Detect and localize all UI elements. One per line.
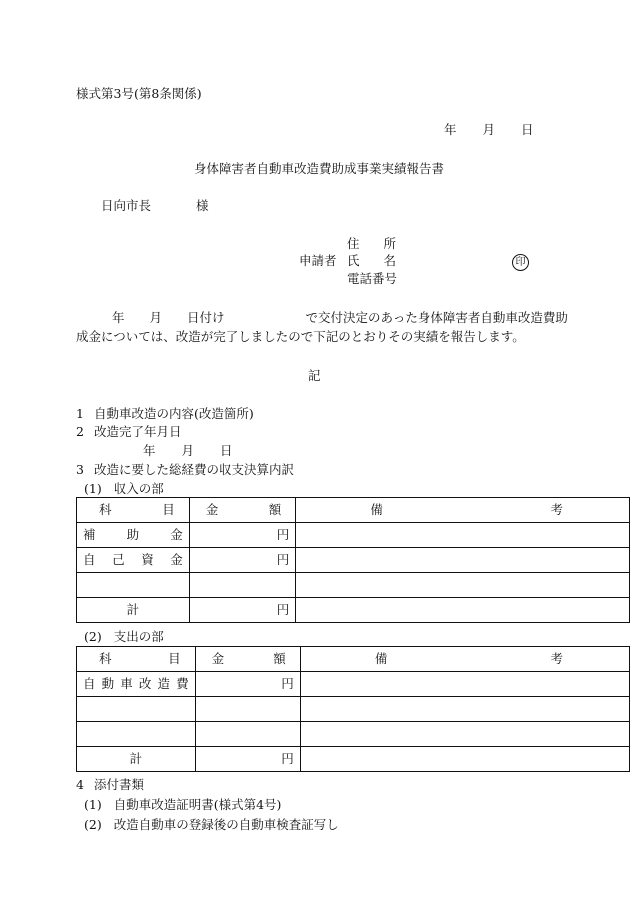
income-header-remarks: 備 考	[296, 498, 630, 523]
income-header-amount: 金 額	[189, 498, 296, 523]
expense-row-1-amount[interactable]: 円	[195, 672, 300, 697]
item-2-date	[143, 443, 233, 459]
expense-heading-num: (2)	[84, 629, 102, 644]
income-header-subject: 科 目	[77, 498, 190, 523]
item-2-num: 2	[76, 424, 84, 439]
income-row-1-remarks[interactable]	[296, 523, 630, 548]
item-1-num: 1	[76, 406, 84, 421]
item-3-text: 改造に要した総経費の収支決算内訳	[93, 462, 294, 477]
recipient-honorific: 様	[196, 198, 209, 213]
item-3-num: 3	[76, 462, 84, 477]
income-heading-text: 収入の部	[113, 481, 164, 496]
income-row-1-amount[interactable]: 円	[189, 523, 296, 548]
expense-row-2-remarks[interactable]	[300, 697, 629, 722]
item-2-year: 年	[143, 443, 156, 458]
income-row-3-amount[interactable]	[189, 573, 296, 598]
ki-heading: 記	[308, 368, 321, 383]
expense-header-remarks: 備 考	[300, 647, 629, 672]
document-title: 身体障害者自動車改造費助成事業実績報告書	[194, 161, 445, 176]
address-char-1: 住	[347, 236, 360, 251]
recipient-name: 日向市長	[101, 198, 152, 213]
income-heading	[84, 481, 164, 497]
table-row	[77, 548, 630, 573]
date-line	[444, 122, 534, 138]
income-total-row	[77, 598, 630, 623]
table-row	[77, 672, 630, 697]
attachment-1	[84, 797, 281, 813]
name-char-2: 名	[383, 253, 397, 268]
income-row-3-remarks[interactable]	[296, 573, 630, 598]
expense-total-row	[77, 747, 630, 772]
expense-row-3-amount[interactable]	[195, 722, 300, 747]
seal-icon: 印	[512, 253, 529, 271]
body-dated: 日付け	[187, 310, 225, 325]
item-2-month: 月	[181, 443, 195, 458]
expense-header-subject: 科 目	[77, 647, 196, 672]
date-month: 月	[482, 122, 496, 137]
table-row	[77, 697, 630, 722]
income-table	[76, 497, 630, 623]
attachment-2-num: (2)	[84, 817, 102, 832]
expense-header-row	[77, 647, 630, 672]
applicant-phone-label: 電話番号	[347, 271, 398, 286]
expense-row-3-remarks[interactable]	[300, 722, 629, 747]
expense-row-3-subject[interactable]	[77, 722, 196, 747]
income-heading-num: (1)	[84, 481, 102, 496]
expense-table	[76, 646, 630, 772]
attachment-2-text: 改造自動車の登録後の自動車検査証写し	[113, 817, 339, 832]
date-year: 年	[444, 122, 457, 137]
expense-row-2-subject[interactable]	[77, 697, 196, 722]
body-year: 年	[112, 310, 125, 325]
expense-heading-text: 支出の部	[113, 629, 164, 644]
body-line-2: 成金については、改造が完了しましたので下記のとおりその実績を報告します。	[76, 329, 525, 344]
attachment-1-text: 自動車改造証明書(様式第4号)	[113, 797, 282, 812]
item-4-num: 4	[76, 777, 84, 792]
body-line-1	[76, 310, 568, 326]
item-2-day: 日	[220, 443, 233, 458]
income-total-label: 計	[77, 598, 190, 623]
expense-row-1-subject: 自 動 車 改 造 費	[77, 672, 196, 697]
applicant-name-label	[347, 253, 396, 269]
item-2	[76, 424, 181, 440]
income-header-row	[77, 498, 630, 523]
item-4	[76, 777, 144, 793]
expense-header-amount: 金 額	[195, 647, 300, 672]
body-month: 月	[149, 310, 163, 325]
item-3	[76, 462, 294, 478]
applicant-address-label	[347, 236, 396, 252]
table-row	[77, 523, 630, 548]
income-row-2-remarks[interactable]	[296, 548, 630, 573]
attachment-1-num: (1)	[84, 797, 102, 812]
income-total-remarks[interactable]	[296, 598, 630, 623]
expense-total-remarks[interactable]	[300, 747, 629, 772]
expense-total-amount[interactable]: 円	[195, 747, 300, 772]
attachment-2	[84, 817, 339, 833]
applicant-label: 申請者	[299, 253, 337, 268]
income-total-amount[interactable]: 円	[189, 598, 296, 623]
item-2-text: 改造完了年月日	[93, 424, 182, 439]
date-day: 日	[521, 122, 534, 137]
form-number: 様式第3号(第8条関係)	[76, 86, 202, 101]
address-char-2: 所	[383, 236, 397, 251]
income-row-1-subject: 補 助 金	[77, 523, 190, 548]
name-char-1: 氏	[347, 253, 360, 268]
income-row-2-amount[interactable]: 円	[189, 548, 296, 573]
item-4-text: 添付書類	[93, 777, 144, 792]
expense-row-1-remarks[interactable]	[300, 672, 629, 697]
expense-total-label: 計	[77, 747, 196, 772]
income-row-2-subject: 自 己 資 金	[77, 548, 190, 573]
table-row	[77, 573, 630, 598]
income-row-3-subject[interactable]	[77, 573, 190, 598]
item-1-text: 自動車改造の内容(改造箇所)	[93, 406, 254, 421]
expense-row-2-amount[interactable]	[195, 697, 300, 722]
body-line1-rest: で交付決定のあった身体障害者自動車改造費助	[305, 310, 568, 325]
table-row	[77, 722, 630, 747]
expense-heading	[84, 629, 164, 645]
item-1	[76, 406, 254, 422]
